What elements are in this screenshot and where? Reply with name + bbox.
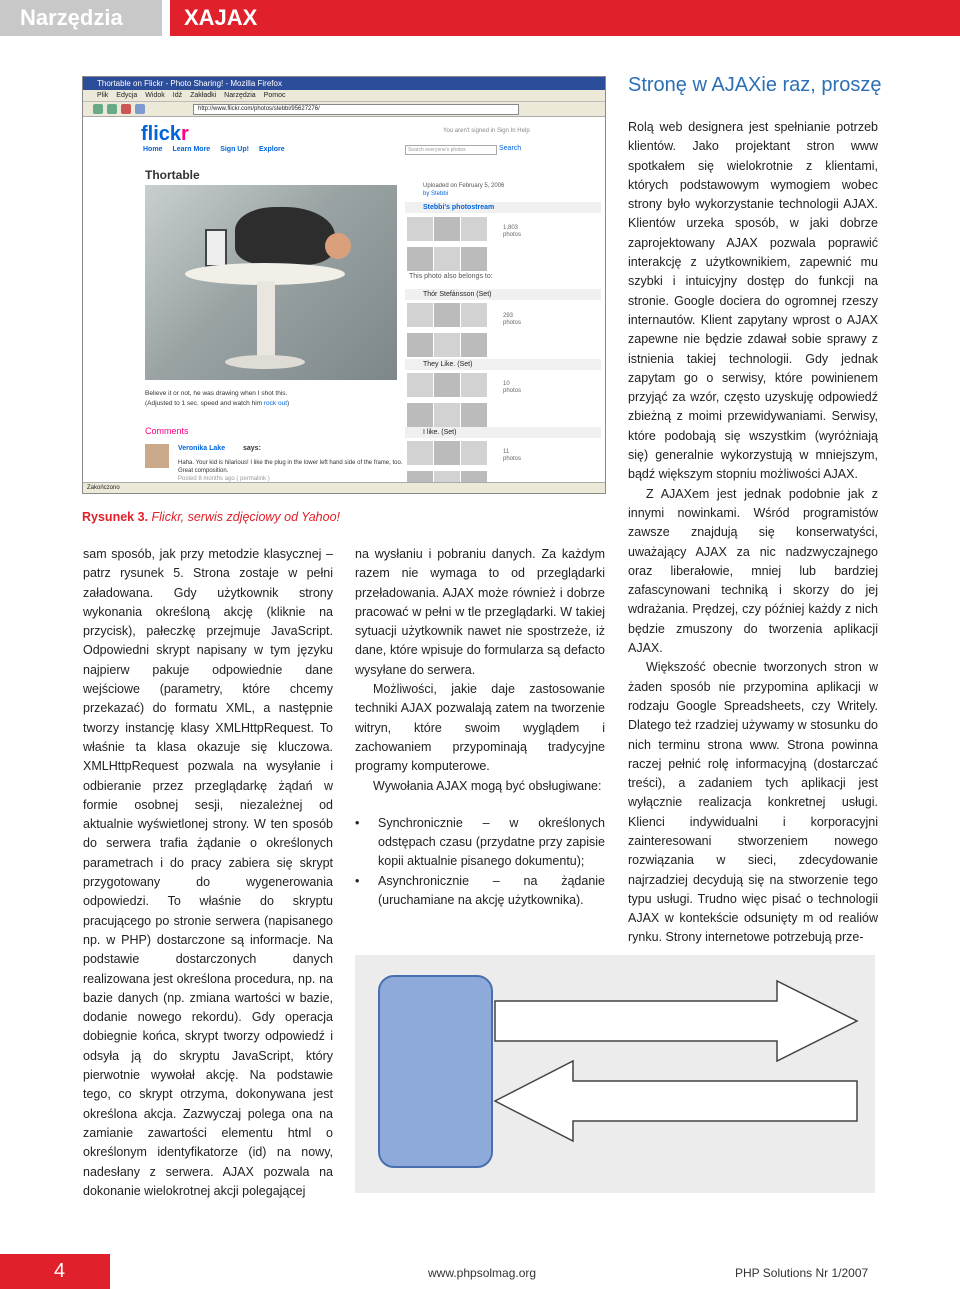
- paragraph: Większość obecnie tworzonych stron w żaden sposób nie przypomina aplikacji w rodzaju Google Spreadsheets, czy Writely. Dlatego też rzadziej używamy w stosunku do nich terminu strona www. Strona powinna raczej pełnić rolę informacyjną (dostarczać treści), a zadaniem tych aplikacji jest wyłącznie realizacja konkretnej usługi. Klienci indywidualni i korporacyjni zainteresowani stworzeniem nowego rozwiązania w sieci, zdecydowanie najrzadziej decydują się na stworzenie tego typu usługi. Trudno więc pisać o technologii AJAX w kontekście odsunięty m od realiów rynku. Strony internetowe potrzebują prze-: [628, 660, 878, 945]
- set-bar: I like. (Set): [405, 427, 601, 438]
- section-label: Narzędzia: [20, 5, 123, 30]
- photo-caption: Believe it or not, he was drawing when I shot this. (Adjusted to 1 sec. speed and watch him rock out): [145, 390, 290, 407]
- photostream-thumbs: [407, 217, 495, 269]
- nav-item: Home: [143, 146, 163, 153]
- menu-item: Plik: [97, 92, 109, 99]
- photostream-bar: Stebbi's photostream: [405, 202, 601, 213]
- paragraph: Rolą web designera jest spełnianie potrzeb klientów. Jako projektant stron www spotkałem się wielokrotnie z klientami, których podstawowym wymogiem wobec strony było wykorzystanie technologii AJAX. Klientów urzeka sposób, w jaki dobrze zaprojektowany AJAX pozwala poprawić interakcję z użytkownikiem, zapewnić mu szybki i intuicyjny dostęp do funkcji na stronie. Google dociera do ogromnej rzeszy internautów. Klient zapytany wprost o AJAX zapewne nie będzie zdawał sobie sprawy z istnienia takiej technologii. Gdy jednak zapytam go o serwisy, które powinienem przyjąć za wzór, często uzyskuję odpowiedź zbieżną z moimi przewidywaniami. Serwisy, które podobają się wszystkim (wyróżniają się) generalnie wykorzystują w mniejszym, bądź większym stopniu możliwości AJAX.: [628, 120, 878, 482]
- status-bar: Zakończono: [83, 482, 606, 493]
- list-item: • Synchronicznie – w określonych odstępach czasu (przydatne przy zapisie kopii aktualnie pisanego dokumentu);: [355, 814, 605, 872]
- set-count: 11 photos: [503, 449, 522, 462]
- right-arrow-icon: [495, 981, 857, 1061]
- flickr-search-button: Search: [499, 145, 522, 152]
- set-bar: Thór Stefánsson (Set): [405, 289, 601, 300]
- footer-url: www.phpsolmag.org: [428, 1266, 537, 1280]
- commenter-name: Veronika Lake: [178, 445, 226, 452]
- set-count: 10 photos: [503, 381, 522, 394]
- topic-label: XAJAX: [184, 5, 258, 30]
- forward-icon: [107, 104, 117, 114]
- page-number: 4: [54, 1260, 66, 1282]
- menu-bar: [83, 90, 605, 102]
- flickr-search: Search everyone's photos: [405, 145, 497, 155]
- paragraph: na wysłaniu i pobraniu danych. Za każdym razem nie wymaga to od przeglądarki przeładowania. AJAX może również i dobrze pracować w pełni w tle przeglądarki. W takiej sytuacji użytkownik nawet nie spostrzeże, iż dane, które wpisuje do formularza są defacto wysyłane do serwera.: [355, 547, 605, 677]
- nav-toolbar: [83, 102, 605, 117]
- says-label: says:: [243, 445, 261, 452]
- flickr-nav: [143, 146, 295, 153]
- photo-title: Thortable: [145, 168, 200, 182]
- set-bar: They Like. (Set): [405, 359, 601, 370]
- comment-text: Haha. Your kid is hilarious! I like the plug in the lower left hand side of the frame, too. Great composition. Posted 8 months ago ( permalink ): [178, 460, 403, 482]
- nav-item: Learn More: [172, 146, 211, 153]
- window-title: Thortable on Flickr - Photo Sharing! - Mozilla Firefox: [97, 79, 282, 88]
- left-arrow-icon: [495, 1061, 857, 1141]
- paragraph: Możliwości, jakie daje zastosowanie techniki AJAX pozwalają zatem na tworzenie witryn, które swoim wyglądem i zachowaniem przypominają tradycyjne programy komputerowe.: [355, 682, 605, 774]
- column-middle: [355, 545, 605, 910]
- figure-caption: Rysunek 3. Flickr, serwis zdjęciowy od Yahoo!: [82, 510, 341, 524]
- menu-item: Zakładki: [190, 92, 217, 99]
- main-photo: [145, 185, 397, 380]
- menu-item: Idź: [172, 92, 183, 99]
- paragraph: Wywołania AJAX mogą być obsługiwane:: [373, 778, 602, 793]
- paragraph: Z AJAXem jest jednak podobnie jak z innymi nowinkami. Wśród programistów zawsze znajdują się konserwatyści, uważający AJAX za nic nadzwyczajnego oraz liberałowie, mniej lub bardziej zafascynowani techniką i skorzy do jej wdrażania. Prędzej, czy później każdy z nich będzie zmuszony do tworzenia aplikacji AJAX.: [628, 486, 878, 656]
- diagram-arrows: [355, 955, 875, 1193]
- menu-item: Widok: [145, 92, 165, 99]
- sidebar-heading: Stronę w AJAXie raz, proszę: [628, 74, 882, 96]
- browser-screenshot: [82, 76, 606, 494]
- ajax-diagram: [355, 955, 875, 1193]
- nav-item: Sign Up!: [220, 146, 249, 153]
- footer-issue: PHP Solutions Nr 1/2007: [735, 1266, 869, 1280]
- paragraph: sam sposób, jak przy metodzie klasycznej – patrz rysunek 5. Strona zostaje w pełni załadowana. Gdy użytkownik strony wykonania określoną akcję (kliknie na przycisk), pałeczkę przejmuje JavaScript. Odpowiedni skrypt napisany w tym języku najpierw pakuje odpowiednie dane wejściowe (parametry, które chcemy przekazać) do formatu XML, a następnie tworzy instancję klasy XMLHttpRequest. To właśnie ta klasa okazuje się kluczowa. XMLHttpRequest pozwala na wysyłanie i odbieranie przez przeglądarkę żądań w formie osobnej sesji, niezależnej od aktualnie wyświetlonej strony. W ten sposób do serwera trafia żądanie o określonych parametrach i do pracy zabiera się skrypt przygotowany do wygenerowania odpowiedzi. To właśnie do skryptu pracującego po stronie serwera (napisanego np. w PHP) dostarczone są informacje. Na podstawie dostarczonych danych realizowana jest określona procedura, np. na bazie danych (np. zmiana wartości w bazie, dodanie nowego rekordu). Gdy operacja dobiegnie końca, skrypt tworzy odpowiedź i odsyła ją do skryptu JavaScript, który pierwotnie wywołał akcję. Na podstawie tego, co skrypt otrzyma, dokonywana jest określona akcja. Zazwyczaj polega ona na zamianie zawartości elementu html o określonym identyfikatorze (id) na nowy, nadesłany z serwera. AJAX pozwala na dokonanie wielokrotnej akcji polegającej: [83, 547, 333, 1198]
- flickr-logo: flickr: [141, 123, 189, 145]
- address-bar: http://www.flickr.com/photos/stebbi/95627276/: [193, 104, 519, 115]
- bullet-list: [355, 814, 605, 910]
- section-tab: [0, 0, 162, 36]
- window-titlebar: [83, 77, 605, 90]
- column-left: [83, 545, 333, 1201]
- photostream-count: 1,803 photos: [503, 225, 522, 238]
- back-icon: [93, 104, 103, 114]
- set-thumbs: [407, 373, 495, 425]
- list-item: • Asynchronicznie – na żądanie (uruchamiane na akcję użytkownika).: [355, 872, 605, 911]
- comments-heading: Comments: [145, 426, 189, 436]
- set-thumbs: [407, 303, 495, 355]
- topic-bar: [170, 0, 960, 36]
- nav-item: Explore: [258, 146, 285, 153]
- stop-icon: [121, 104, 131, 114]
- column-right: [628, 118, 878, 948]
- belongs-label: This photo also belongs to:: [409, 273, 493, 280]
- page-number-tab: [0, 1254, 110, 1289]
- menu-item: Edycja: [116, 92, 138, 99]
- home-icon: [135, 104, 145, 114]
- menu-item: Pomoc: [263, 92, 286, 99]
- signin-links: You aren't signed in Sign In Help: [443, 128, 530, 134]
- upload-info: Uploaded on February 5, 2006 by Stebbi: [423, 183, 505, 197]
- set-count: 293 photos: [503, 313, 522, 326]
- menu-item: Narzędzia: [224, 92, 256, 99]
- avatar: [145, 444, 169, 468]
